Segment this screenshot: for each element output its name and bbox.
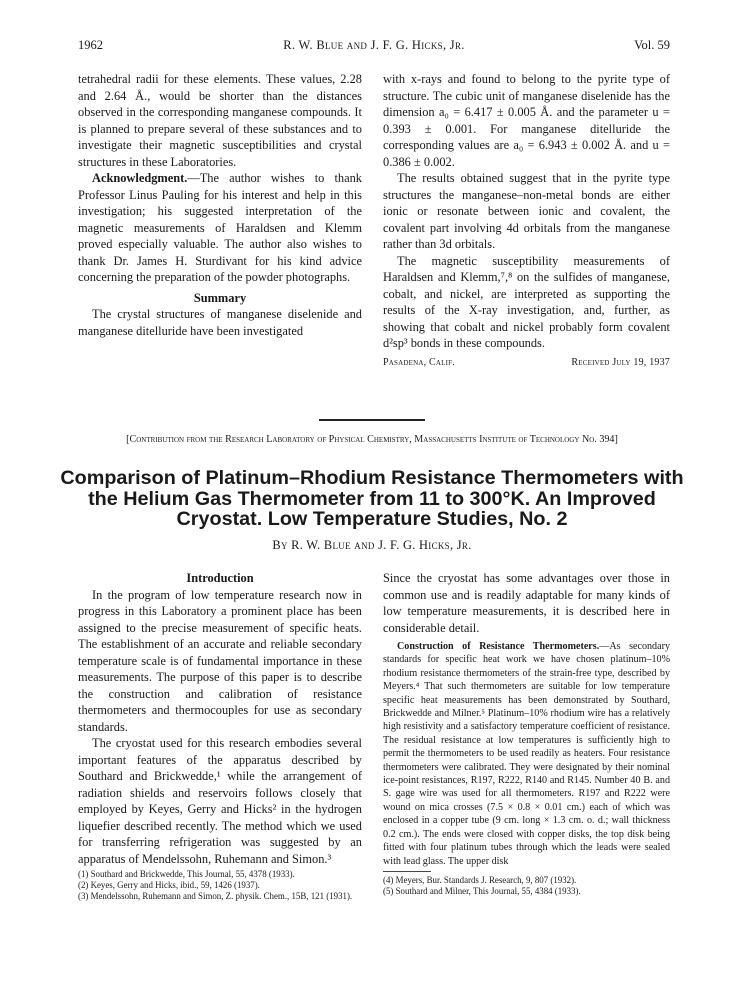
footnote: (3) Mendelssohn, Ruhemann and Simon, Z. physik. Chem., 15B, 121 (1931). [78, 891, 353, 902]
summary-paragraph-start: The crystal structures of manganese diselenide and manganese ditelluride have been investigated [78, 307, 362, 338]
summary-paragraph: The magnetic susceptibility measurements of Haraldsen and Klemm,⁷,⁸ on the sulfides of manganese, cobalt, and nickel, are interpreted as supporting the results of the X-ray investigation, and, further, as showing that cobalt and nickel probably form covalent d²sp³ bonds in these compounds. [383, 253, 670, 350]
article-left-column [78, 570, 362, 903]
construction-paragraph [383, 640, 670, 868]
volume-label: Vol. 59 [634, 38, 670, 52]
running-head-authors: R. W. Blue and J. F. G. Hicks, Jr. [283, 38, 465, 52]
article-title: Comparison of Platinum–Rhodium Resistance Thermometers with the Helium Gas Thermometer from 11 to 300°K. An Improved Cryostat. Low Temperature Studies, No. 2 [60, 467, 684, 530]
received-date: Received July 19, 1937 [571, 356, 670, 368]
page-number: 1962 [78, 38, 103, 52]
footnote-rule [383, 871, 431, 872]
received-line [383, 355, 670, 372]
article-right-column [383, 570, 670, 897]
introduction-paragraph-continued: Since the cryostat has some advantages over those in common use and is readily adaptable for many kinds of low temperature measurements, it is described here in considerable detail. [383, 571, 670, 635]
summary-paragraph: The results obtained suggest that in the pyrite type structures the manganese–non-metal bonds are either ionic or resonate between ionic and covalent, the covalent part involving 4d orbitals from the manganese rather than 3d orbitals. [383, 171, 670, 251]
acknowledgment-text: —The author wishes to thank Professor Linus Pauling for his interest and help in this investigation; his suggested interpretation of the magnetic measurements of Haraldsen and Klemm proved especially valuable. The author also wishes to thank Dr. James H. Sturdivant for his kind advice concerning the preparation of the powder photographs. [78, 171, 362, 284]
summary-heading: Summary [193, 290, 247, 305]
acknowledgment-paragraph [78, 170, 362, 286]
footnote: (4) Meyers, Bur. Standards J. Research, 9, 807 (1932). [383, 874, 577, 885]
article-divider [319, 419, 425, 421]
introduction-heading: Introduction [186, 571, 254, 585]
introduction-paragraph: In the program of low temperature research now in progress in this Laboratory a prominent place has been assigned to the precise measurement of specific heats. The establishment of an accurate and reliable secondary temperature scale is of fundamental importance in these measurements. The purpose of this paper is to describe the construction and calibration of resistance thermometers and thermocouples for use as secondary standards. [78, 587, 362, 734]
introduction-paragraph: The cryostat used for this research embodies several important features of the apparatus described by Southard and Brickwedde,¹ while the arrangement of radiation shields and reservoirs follows closely that employed by Keyes, Gerry and Hicks² in the hydrogen liquefier described recently. The method which we used for transferring refrigeration was suggested by an apparatus of Mendelssohn, Ruhemann and Simon.³ [78, 736, 362, 866]
prev-paragraph: tetrahedral radii for these elements. These values, 2.28 and 2.64 Å., would be shorter than the distances observed in the corresponding manganese compounds. It is planned to prepare several of these substances and to investigate their magnetic susceptibilities and crystal structures in these Laboratories. [78, 72, 362, 169]
contribution-note: [Contribution from the Research Laboratory of Physical Chemistry, Massachusetts Institute of Technology No. 394] [126, 434, 618, 445]
running-header [78, 38, 670, 54]
footnote: (5) Southard and Milner, This Journal, 55, 4384 (1933). [383, 886, 581, 897]
acknowledgment-label: Acknowledgment. [92, 171, 188, 185]
footnotes-right [383, 875, 670, 897]
prev-article-right-column [383, 71, 670, 371]
location: Pasadena, Calif. [383, 356, 455, 368]
summary-paragraph-continued: with x-rays and found to belong to the pyrite type of structure. The cubic unit of manganese diselenide has the dimension a₀ = 6.417 ± 0.005 Å. and the parameter u = 0.393 ± 0.001. For manganese ditelluride the corresponding values are a₀ = 6.943 ± 0.002 Å. and u = 0.386 ± 0.002. [383, 72, 670, 169]
footnote: (1) Southard and Brickwedde, This Journal, 55, 4378 (1933). [78, 869, 295, 879]
prev-article-left-column [78, 71, 362, 339]
footnote: (2) Keyes, Gerry and Hicks, ibid., 59, 1426 (1937). [78, 880, 260, 891]
construction-text: —As secondary standards for specific heat work we have chosen platinum–10% rhodium resistance thermometers of the strain-free type, described by Meyers.⁴ That such thermometers are suitable for low temperature specific heat measurements has been demonstrated by Southard, Brickwedde and Milner.⁵ Platinum–10% rhodium wire has a relatively high resistivity and a satisfactory temperature coefficient of resistance. The residual resistance at low temperatures is sufficiently high to permit the thermometers to be used readily as heaters. Four resistance thermometers were calibrated. They were designated by their nominal ice-point resistances, R197, R222, R140 and R145. Number 40 B. and S. gage wire was used for all thermometers. R197 and R222 were wound on mica crosses (7.5 × 0.8 × 0.01 cm.) each of which was enclosed in a copper tube (9 cm. long × 1.3 cm. o. d.; wall thickness 0.2 cm.). The ends were closed with copper disks, the top disk being fitted with four platinum tubes through which the leads were sealed with lead glass. The upper disk [383, 641, 670, 867]
article-byline: By R. W. Blue and J. F. G. Hicks, Jr. [272, 538, 472, 552]
construction-label: Construction of Resistance Thermometers. [397, 641, 600, 652]
footnotes-left [78, 869, 362, 903]
